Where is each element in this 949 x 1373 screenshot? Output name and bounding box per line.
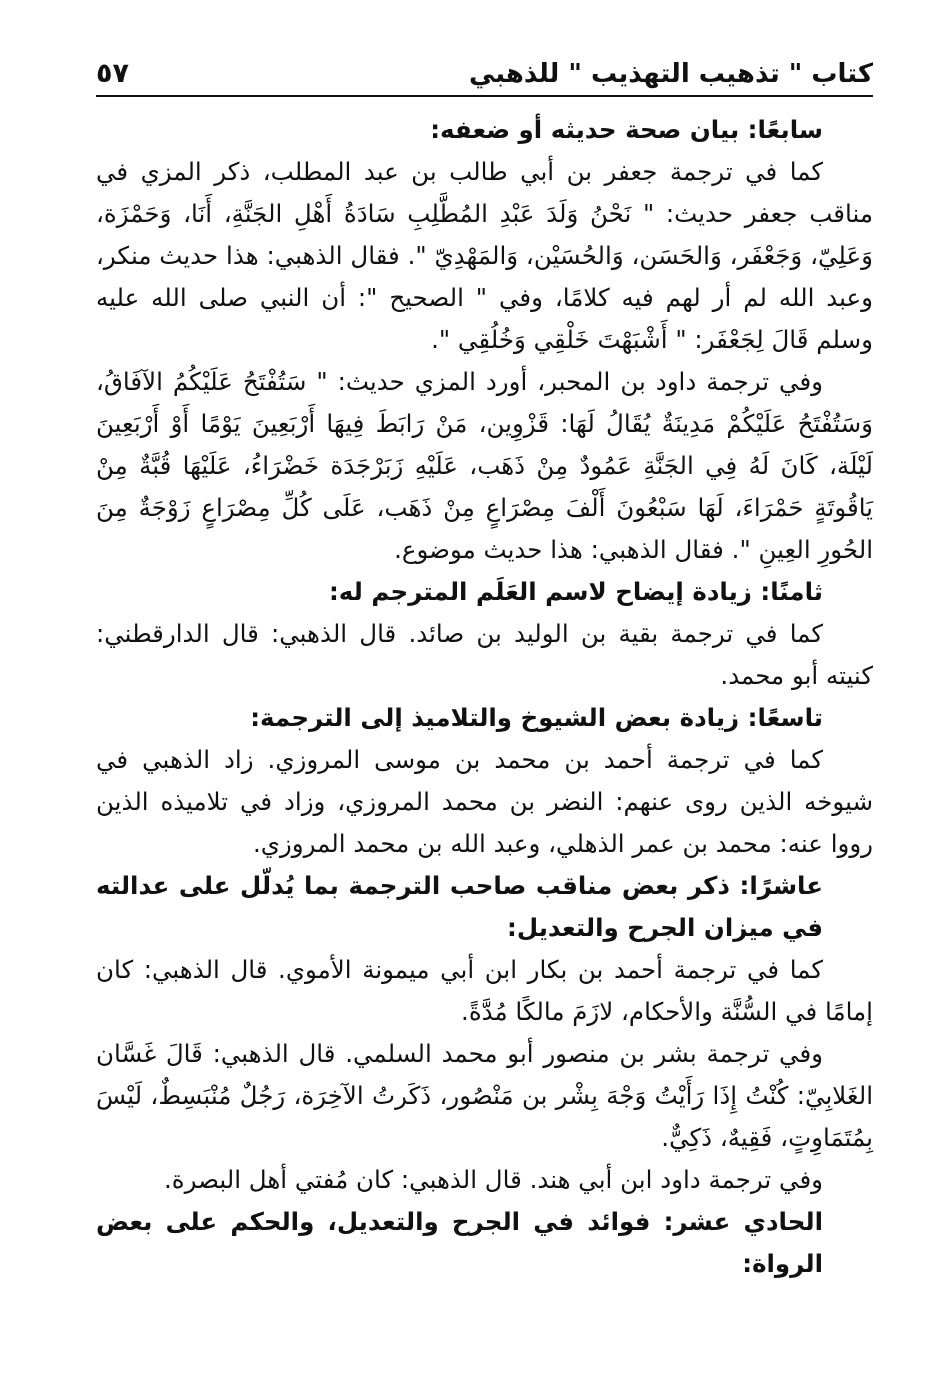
section-heading-8: ثامنًا: زيادة إيضاح لاسم العَلَم المترجم له:: [328, 577, 823, 606]
paragraph-bishr: وفي ترجمة بشر بن منصور أبو محمد السلمي. قال الذهبي: قَالَ غَسَّان الغَلابِيّ: كُنْتُ إِذَا رَأَيْتُ وَجْهَ بِشْر بن مَنْصُور، ذَكَرتُ الآخِرَة، رَجُلٌ مُنْبَسِطٌ، لَيْسَ بِمُتَمَاوِتٍ، فَقِيهٌ، ذَكِيٌّ.: [96, 1039, 873, 1152]
paragraph-dawud-muhabbar: وفي ترجمة داود بن المحبر، أورد المزي حديث: " سَتُفْتَحُ عَلَيْكُمُ الآفَاقُ، وَسَتُفْتَحُ عَلَيْكُمْ مَدِينَةٌ يُقَالُ لَهَا: قَزْوِين، مَنْ رَابَطَ فِيهَا أَرْبَعِينَ يَوْمًا أَوْ أَرْبَعِينَ لَيْلَة، كَانَ لَهُ فِي الجَنَّةِ عَمُودٌ مِنْ ذَهَب، عَلَيْهِ زَبَرْجَدَة خَضْرَاءُ، عَلَيْهَا قُبَّةٌ مِنْ يَاقُوتَةٍ حَمْرَاءَ، لَهَا سَبْعُونَ أَلْفَ مِصْرَاعٍ مِنْ ذَهَب، عَلَى كُلِّ مِصْرَاعٍ زَوْجَةٌ مِنَ الحُورِ العِينِ ". فقال الذهبي: هذا حديث موضوع.: [96, 367, 873, 564]
paragraph-jafar: كما في ترجمة جعفر بن أبي طالب بن عبد المطلب، ذكر المزي في مناقب جعفر حديث: " نَحْنُ وَلَدَ عَبْدِ المُطَّلِبِ سَادَةُ أَهْلِ الجَنَّةِ، أَنَا، وَحَمْزَة، وَعَلِيّ، وَجَعْفَر، وَالحَسَن، وَالحُسَيْن، وَالمَهْدِيّ ". فقال الذهبي: هذا حديث منكر، وعبد الله لم أر لهم فيه كلامًا، وفي " الصحيح ": أن النبي صلى الله عليه وسلم قَالَ لِجَعْفَر: " أَشْبَهْتَ خَلْقِي وَخُلُقِي ".: [96, 157, 873, 354]
book-title: كتاب " تذهيب التهذيب " للذهبي: [468, 59, 873, 89]
section-heading-9: تاسعًا: زيادة بعض الشيوخ والتلاميذ إلى الترجمة:: [250, 703, 823, 732]
section-heading-10: عاشرًا: ذكر بعض مناقب صاحب الترجمة بما يُدلّل على عدالته في ميزان الجرح والتعديل:: [96, 871, 823, 942]
running-header: [96, 58, 873, 97]
page-body: [96, 109, 873, 1285]
paragraph-ahmad-bakkar: كما في ترجمة أحمد بن بكار ابن أبي ميمونة الأموي. قال الذهبي: كان إمامًا في السُّنَّة والأحكام، لازَمَ مالكًا مُدَّةً.: [96, 955, 873, 1026]
paragraph-baqiyya: كما في ترجمة بقية بن الوليد بن صائد. قال الذهبي: قال الدارقطني: كنيته أبو محمد.: [96, 619, 873, 690]
page-number: ٥٧: [96, 58, 129, 89]
section-heading-7: سابعًا: بيان صحة حديثه أو ضعفه:: [430, 115, 823, 144]
paragraph-dawud-abi-hind: وفي ترجمة داود ابن أبي هند. قال الذهبي: كان مُفتي أهل البصرة.: [163, 1165, 823, 1194]
paragraph-ahmad-marwazi: كما في ترجمة أحمد بن محمد بن موسى المروزي. زاد الذهبي في شيوخه الذين روى عنهم: النضر بن محمد المروزي، وزاد في تلاميذه الذين رووا عنه: محمد بن عمر الذهلي، وعبد الله بن محمد المروزي.: [96, 745, 873, 858]
section-heading-11: الحادي عشر: فوائد في الجرح والتعديل، والحكم على بعض الرواة:: [96, 1207, 823, 1278]
